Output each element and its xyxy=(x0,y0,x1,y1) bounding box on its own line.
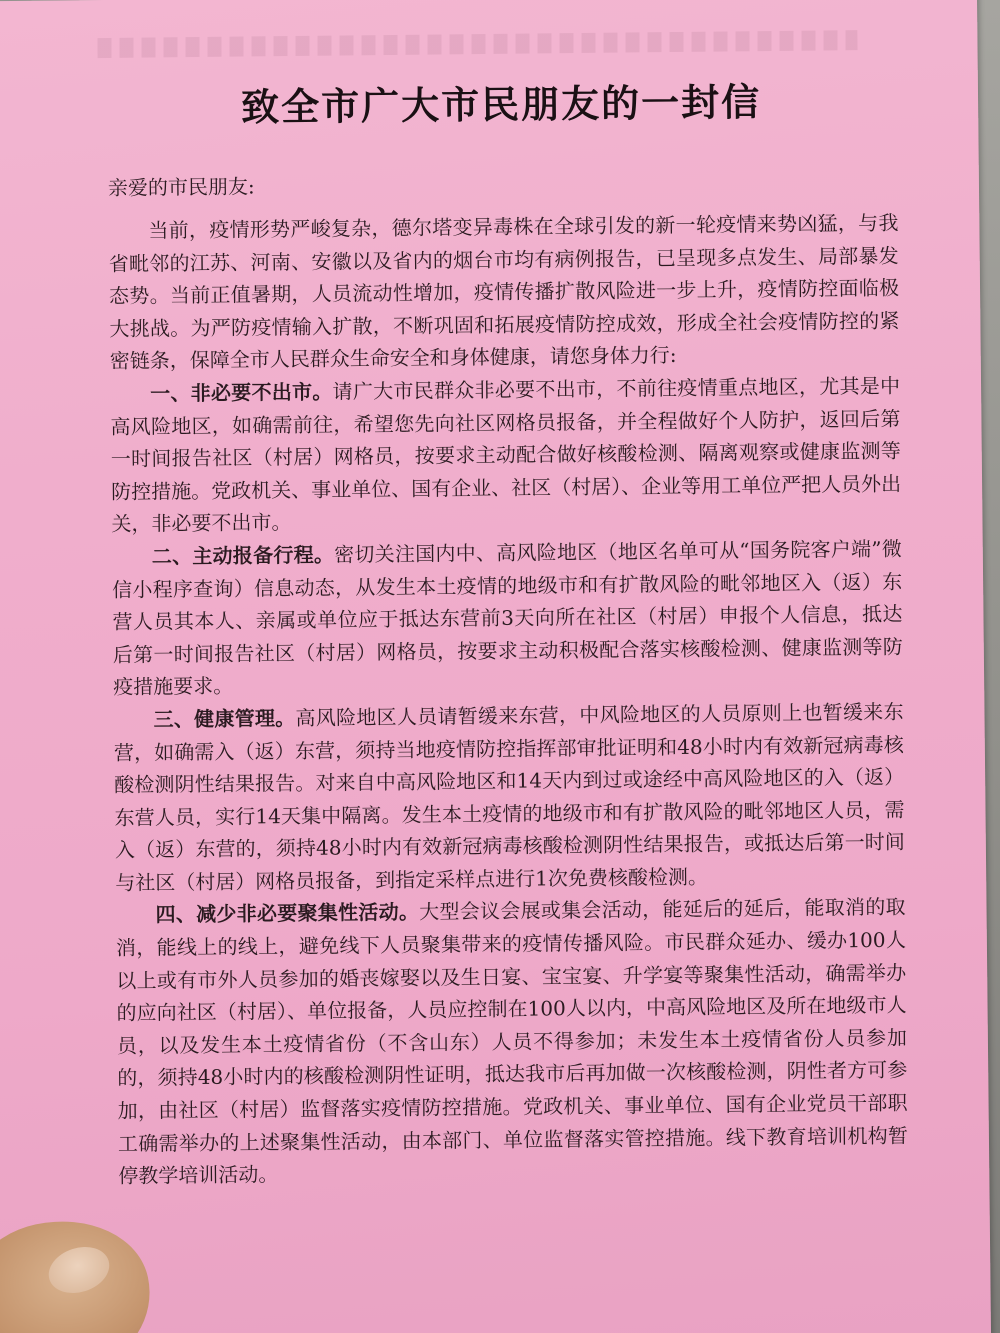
section-heading: 一、非必要不出市。 xyxy=(149,379,333,406)
intro-paragraph: 当前，疫情形势严峻复杂，德尔塔变异毒株在全球引发的新一轮疫情来势凶猛，与我省毗邻的江苏、河南、安徽以及省内的烟台市均有病例报告，已呈现多点发生、局部暴发态势。当前正值暑期，人员流动性增加，疫情传播扩散风险进一步上升，疫情防控面临极大挑战。为严防疫情输入扩散，不断巩固和拓展疫情防控成效，形成全社会疫情防控的紧密链条，保障全市人民群众生命安全和身体健康，请您身体力行: xyxy=(108,210,900,374)
section-heading: 三、健康管理。 xyxy=(153,705,296,732)
section-paragraph xyxy=(113,696,905,900)
section-paragraph xyxy=(110,370,902,541)
letter-title: 致全市广大市民朋友的一封信 xyxy=(240,80,762,130)
section-paragraph xyxy=(115,891,908,1193)
section-text: 大型会议会展或集会活动，能延后的延后，能取消的取消，能线上的线上，避免线下人员聚集带来的疫情传播风险。市民群众延办、缓办100人以上或有市外人员参加的婚丧嫁娶以及生日宴、宝宝宴、升学宴等聚集性活动，确需举办的应向社区（村居）、单位报备，人员应控制在100人以内，中高风险地区及所在地级市人员，以及发生本土疫情省份（不含山东）人员不得参加；未发生本土疫情省份人员参加的，须持48小时内的核酸检测阴性证明，抵达我市后再加做一次核酸检测，阴性者方可参加，由社区（村居）监督落实疫情防控措施。党政机关、事业单位、国有企业党员干部职工确需举办的上述聚集性活动，由本部门、单位监督落实管控措施。线下教育培训机构暂停教学培训活动。 xyxy=(115,895,909,1189)
letter-body xyxy=(108,207,908,1193)
salutation: 亲爱的市民朋友: xyxy=(107,174,255,200)
section-text: 请广大市民群众非必要不出市，不前往疫情重点地区，尤其是中高风险地区，如确需前往，希望您先向社区网格员报备，并全程做好个人防护，返回后第一时间报告社区（村居）网格员，按要求主动配合做好核酸检测、隔离观察或健康监测等防控措施。党政机关、事业单位、国有企业、社区（村居）、企业等用工单位严把人员外出关，非必要不出市。 xyxy=(110,373,902,537)
section-text: 密切关注国内中、高风险地区（地区名单可从“国务院客户端”微信小程序查询）信息动态，从发生本土疫情的地级市和有扩散风险的毗邻地区入（返）东营人员其本人、亲属或单位应于抵达东营前3天向所在社区（村居）申报个人信息，抵达后第一时间报告社区（村居）网格员，按要求主动积极配合落实核酸检测、健康监测等防疫措施要求。 xyxy=(112,536,903,700)
section-heading: 二、主动报备行程。 xyxy=(151,542,335,569)
section-heading: 四、减少非必要聚集性活动。 xyxy=(155,900,420,927)
section-paragraph xyxy=(112,533,904,704)
reverse-side-text-bleed xyxy=(97,30,857,58)
section-text: 高风险地区人员请暂缓来东营，中风险地区的人员原则上也暂缓来东营，如确需入（返）东营，须持当地疫情防控指挥部审批证明和48小时内有效新冠病毒核酸检测阴性结果报告。对来自中高风险地区和14天内到过或途经中高风险地区的入（返）东营人员，实行14天集中隔离。发生本土疫情的地级市和有扩散风险的毗邻地区人员，需入（返）东营的，须持48小时内有效新冠病毒核酸检测阴性结果报告，或抵达后第一时间与社区（村居）网格员报备，到指定采样点进行1次免费核酸检测。 xyxy=(113,699,905,895)
